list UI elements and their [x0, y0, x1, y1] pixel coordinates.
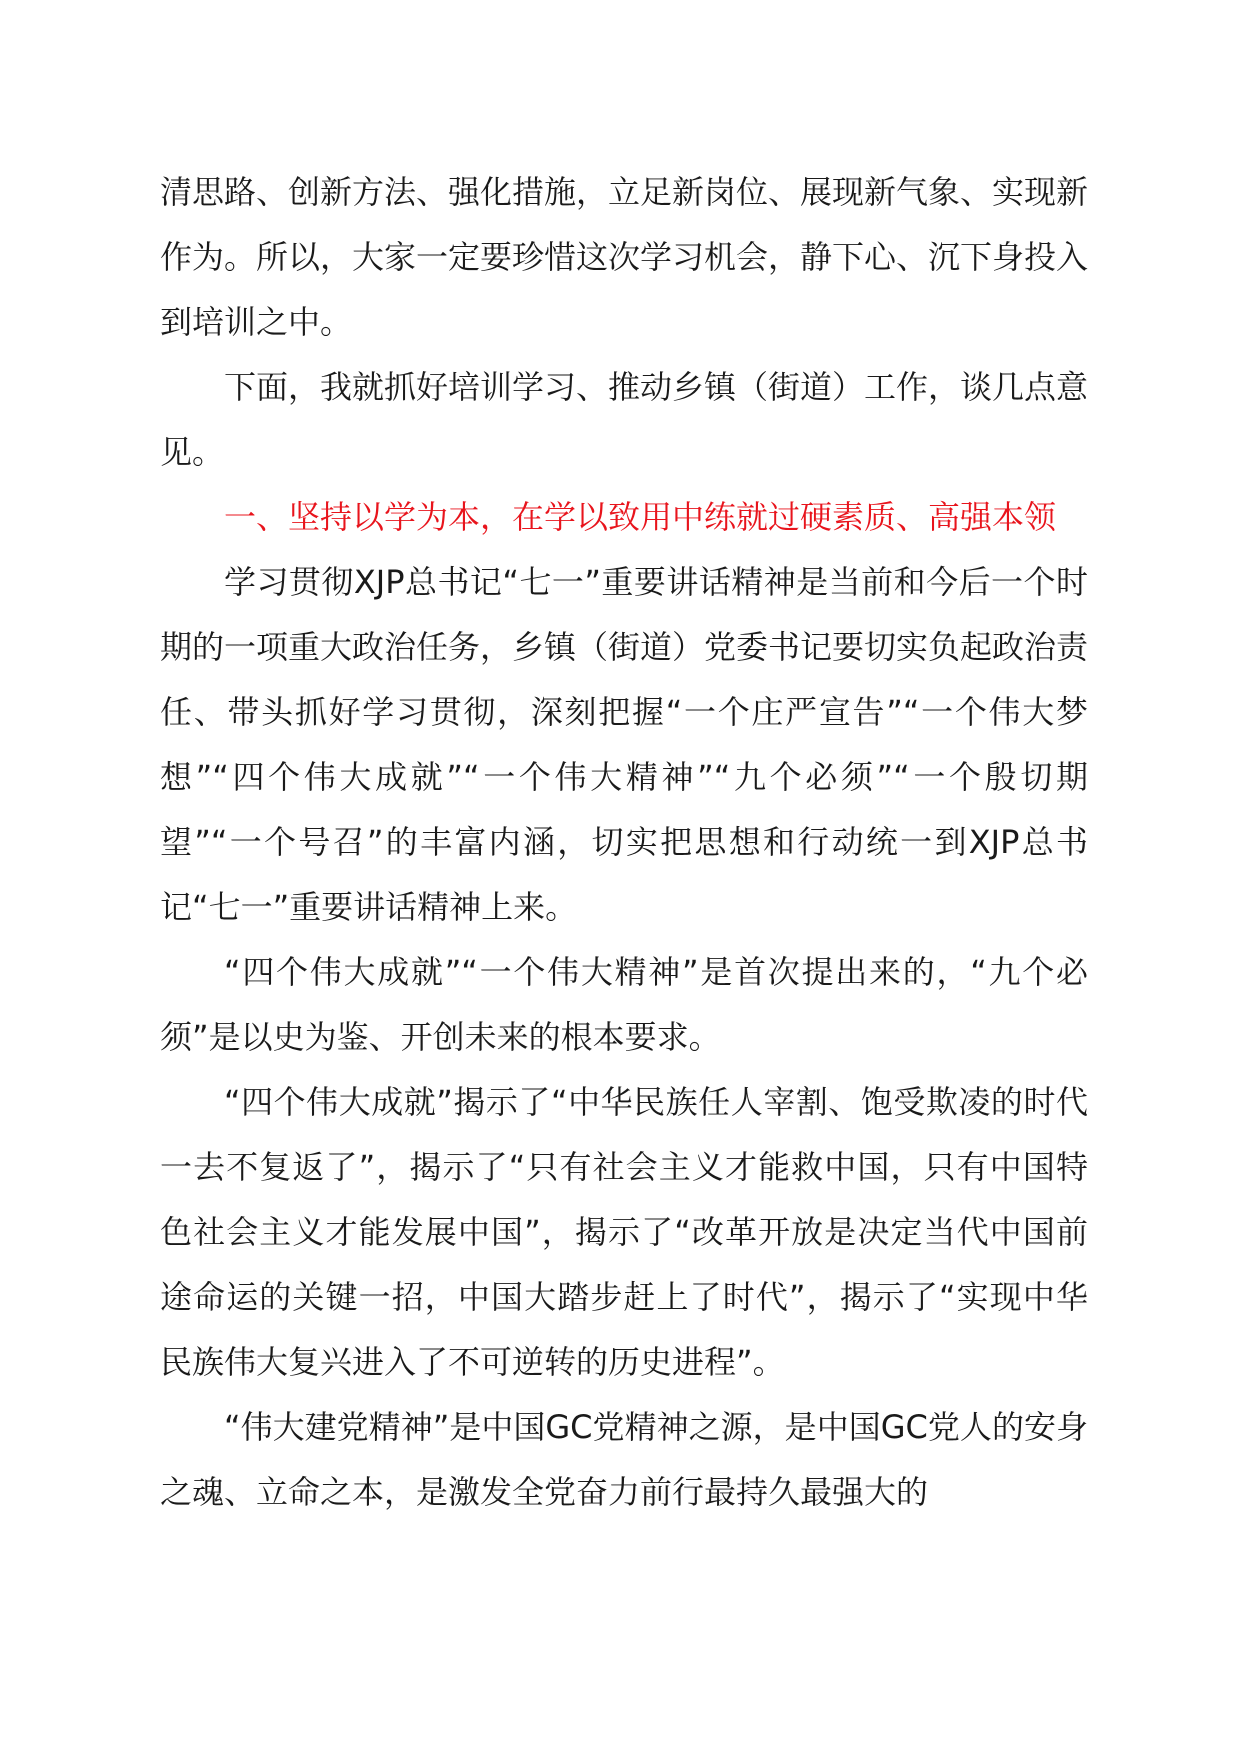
- paragraph-intro: 下面，我就抓好培训学习、推动乡镇（街道）工作，谈几点意见。: [160, 368, 1089, 471]
- paragraph-body: “四个伟大成就”揭示了“中华民族任人宰割、饱受欺凌的时代一去不复返了”，揭示了“只有社会主义才能救中国，只有中国特色社会主义才能发展中国”，揭示了“改革开放是决定当代中国前途命运的关键一招，中国大踏步赶上了时代”，揭示了“实现中华民族伟大复兴进入了不可逆转的历史进程”。: [160, 1083, 1088, 1381]
- section-heading: 一、坚持以学为本，在学以致用中练就过硬素质、高强本领: [224, 498, 1057, 536]
- document-page: [160, 160, 1088, 1525]
- paragraph-body: “伟大建党精神”是中国GC党精神之源，是中国GC党人的安身之魂、立命之本，是激发全党奋力前行最持久最强大的: [160, 1408, 1088, 1511]
- paragraph-body: 学习贯彻XJP总书记“七一”重要讲话精神是当前和今后一个时期的一项重大政治任务，乡镇（街道）党委书记要切实负起政治责任、带头抓好学习贯彻，深刻把握“一个庄严宣告”“一个伟大梦想”“四个伟大成就”“一个伟大精神”“九个必须”“一个殷切期望”“一个号召”的丰富内涵，切实把思想和行动统一到XJP总书记“七一”重要讲话精神上来。: [160, 563, 1089, 926]
- paragraph-body: “四个伟大成就”“一个伟大精神”是首次提出来的，“九个必须”是以史为鉴、开创未来的根本要求。: [160, 953, 1088, 1056]
- paragraph-continued: 清思路、创新方法、强化措施，立足新岗位、展现新气象、实现新作为。所以，大家一定要珍惜这次学习机会，静下心、沉下身投入到培训之中。: [160, 173, 1089, 341]
